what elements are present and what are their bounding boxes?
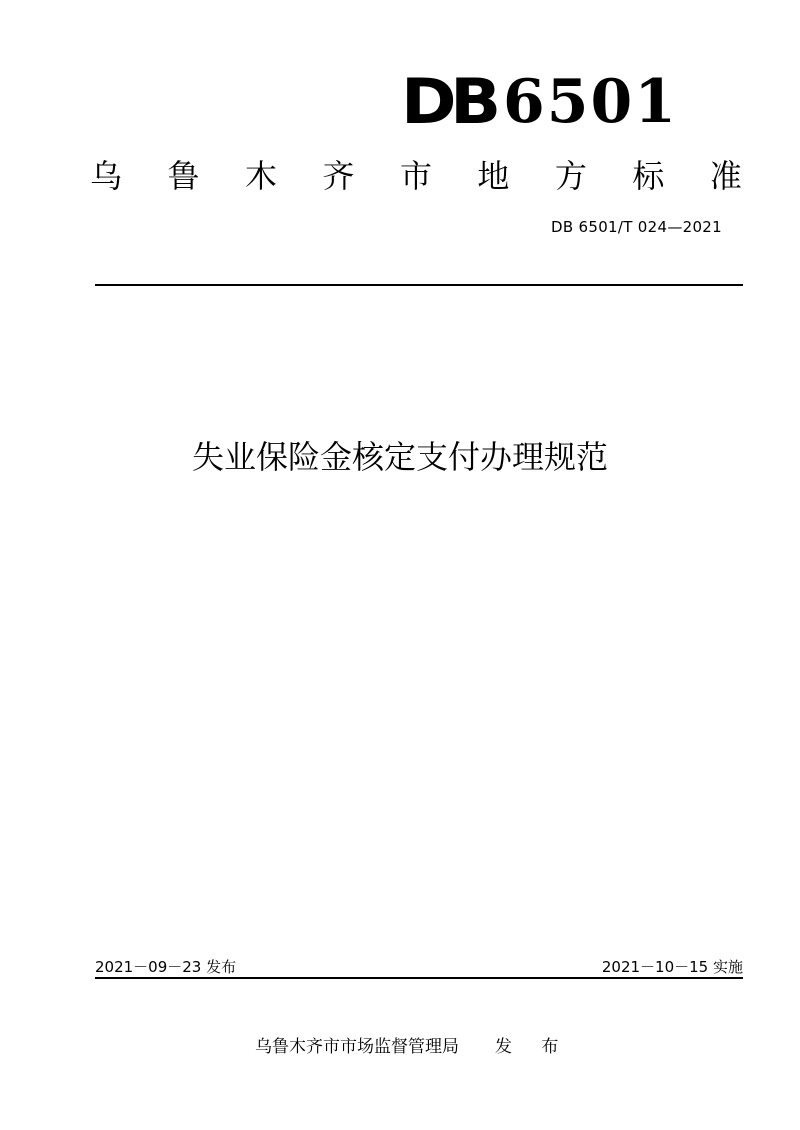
standard-type-char: 标 xyxy=(632,157,665,195)
header-divider xyxy=(95,284,743,286)
db-number: 6501 xyxy=(503,67,678,137)
effective-date: 2021－10－15 实施 xyxy=(601,957,743,976)
standard-type-char: 地 xyxy=(477,157,510,195)
db-logo xyxy=(401,65,678,138)
standard-type-char: 齐 xyxy=(322,157,355,195)
standard-type-char: 准 xyxy=(709,157,742,195)
footer-divider xyxy=(95,977,743,979)
standard-type-char: 方 xyxy=(554,157,587,195)
publisher-row xyxy=(255,1032,570,1056)
standard-type-char: 市 xyxy=(399,157,432,195)
standard-code: DB 6501/T 024—2021 xyxy=(551,218,722,236)
standard-type-heading xyxy=(90,150,742,198)
publisher-name: 乌鲁木齐市市场监督管理局 xyxy=(255,1036,459,1057)
standard-type-char: 乌 xyxy=(90,157,123,195)
db-mark: DB xyxy=(401,65,495,138)
release-date: 2021－09－23 发布 xyxy=(95,957,237,976)
standard-type-char: 鲁 xyxy=(167,157,200,195)
standard-type-char: 木 xyxy=(244,157,277,195)
publish-action: 发 布 xyxy=(495,1036,571,1057)
date-row xyxy=(95,954,743,978)
document-title: 失业保险金核定支付办理规范 xyxy=(191,438,608,476)
